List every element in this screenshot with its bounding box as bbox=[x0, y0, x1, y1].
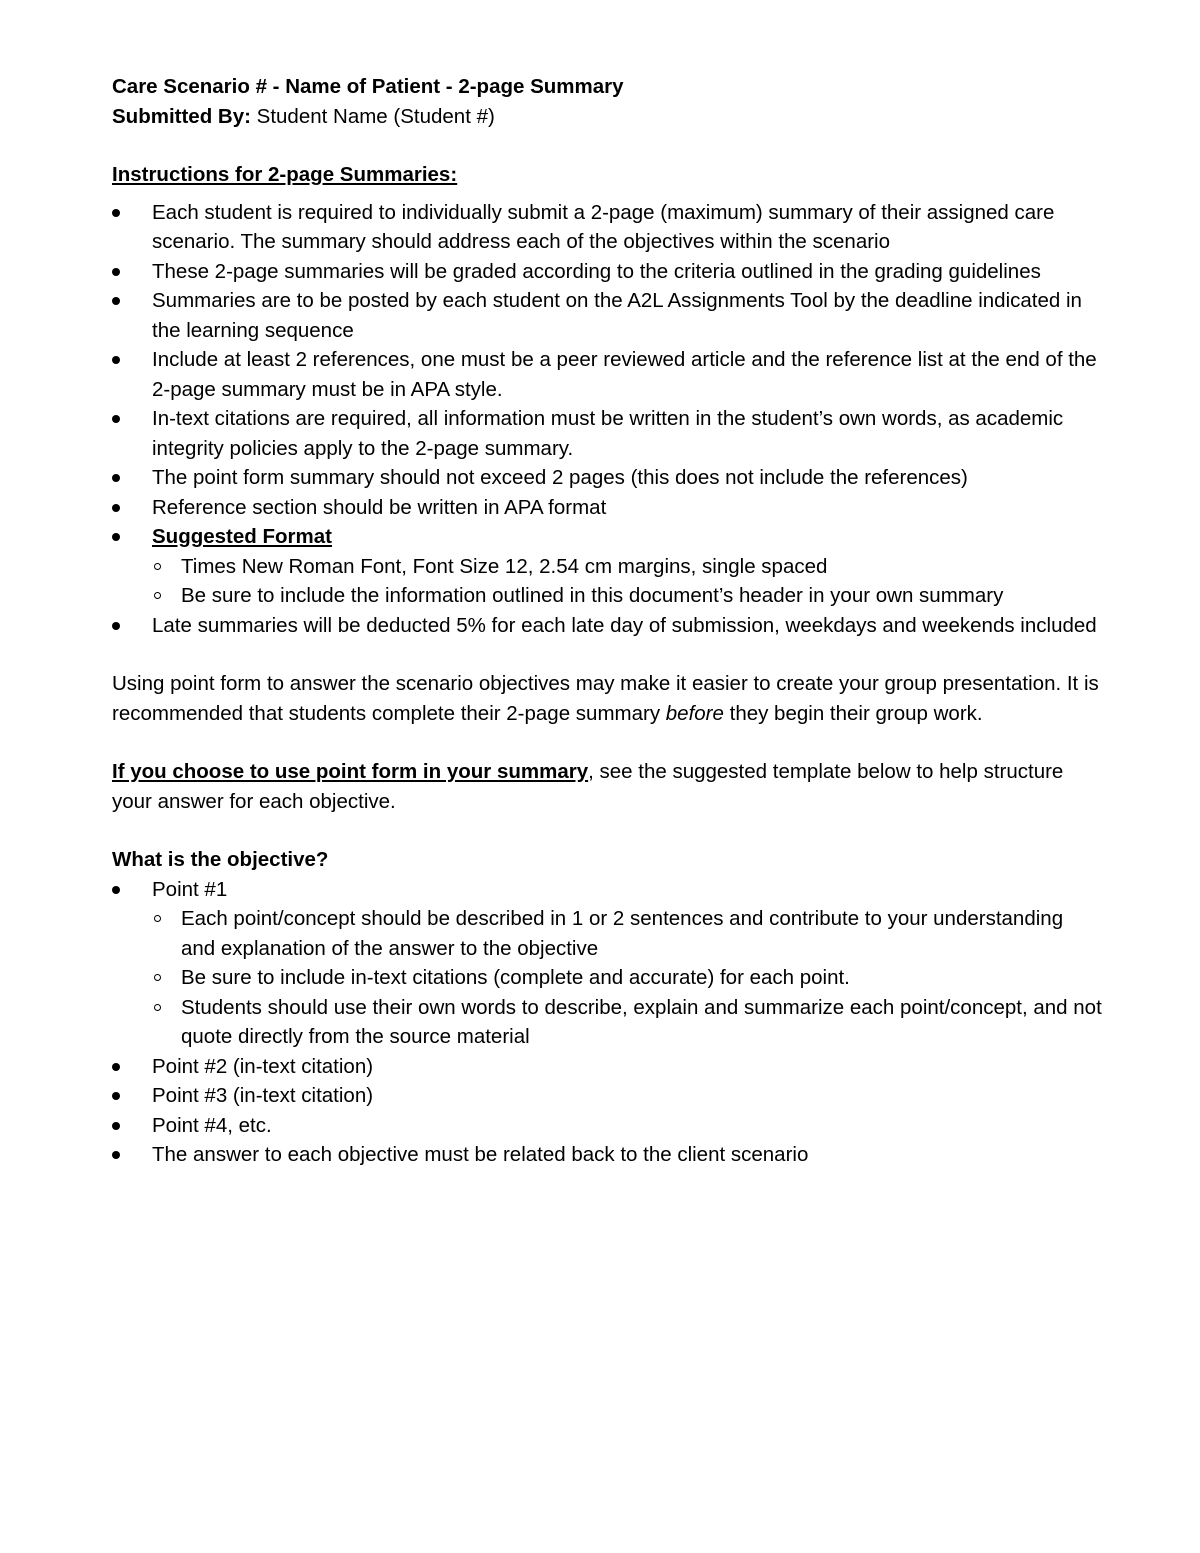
instructions-heading: Instructions for 2-page Summaries: bbox=[112, 163, 458, 186]
bullet-icon bbox=[112, 1122, 120, 1130]
template-point: Point #2 (in-text citation) bbox=[112, 1052, 1102, 1082]
bullet-icon bbox=[112, 297, 120, 305]
circle-bullet-icon bbox=[154, 563, 161, 570]
paragraph-template-intro: If you choose to use point form in your summary, see the suggested template below to help structure your answer for each objective. bbox=[112, 760, 1064, 813]
bullet-icon bbox=[112, 1092, 120, 1100]
circle-bullet-icon bbox=[154, 1004, 161, 1011]
bullet-icon bbox=[112, 533, 120, 541]
template-heading: What is the objective? bbox=[112, 848, 329, 871]
bullet-icon bbox=[112, 474, 120, 482]
template-point: Point #3 (in-text citation) bbox=[112, 1081, 1102, 1111]
suggested-format-heading: Suggested Format bbox=[152, 525, 332, 548]
circle-bullet-icon bbox=[154, 974, 161, 981]
format-subitem: Be sure to include the information outlined in this document’s header in your own summary bbox=[112, 581, 1102, 611]
submitted-by-value: Student Name (Student #) bbox=[250, 104, 495, 128]
instruction-item: Summaries are to be posted by each student on the A2L Assignments Tool by the deadline indicated in the learning sequence bbox=[112, 286, 1102, 345]
paragraph-recommendation: Using point form to answer the scenario objectives may make it easier to create your group presentation. It is recommended that students complete their 2-page summary before they begin their group work. bbox=[112, 672, 1099, 725]
bullet-icon bbox=[112, 356, 120, 364]
template-list bbox=[112, 875, 1102, 1170]
bullet-icon bbox=[112, 886, 120, 894]
template-point: Point #1 bbox=[112, 875, 1102, 905]
instruction-item: Late summaries will be deducted 5% for each late day of submission, weekdays and weekends included bbox=[112, 611, 1102, 641]
template-point: Point #4, etc. bbox=[112, 1111, 1102, 1141]
instruction-item: These 2-page summaries will be graded according to the criteria outlined in the grading guidelines bbox=[112, 257, 1102, 287]
template-subpoint: Be sure to include in-text citations (complete and accurate) for each point. bbox=[112, 963, 1102, 993]
template-subpoint: Each point/concept should be described in 1 or 2 sentences and contribute to your understanding and explanation of the answer to the objective bbox=[112, 904, 1102, 963]
bullet-icon bbox=[112, 415, 120, 423]
suggested-format-item bbox=[112, 522, 1102, 552]
document-title: Care Scenario # - Name of Patient - 2-page Summary bbox=[112, 75, 624, 98]
bullet-icon bbox=[112, 1063, 120, 1071]
instruction-item: Each student is required to individually submit a 2-page (maximum) summary of their assigned care scenario. The summary should address each of the objectives within the scenario bbox=[112, 198, 1102, 257]
instruction-item: The point form summary should not exceed 2 pages (this does not include the references) bbox=[112, 463, 1102, 493]
bullet-icon bbox=[112, 1151, 120, 1159]
bullet-icon bbox=[112, 622, 120, 630]
template-point: The answer to each objective must be related back to the client scenario bbox=[112, 1140, 1102, 1170]
bullet-icon bbox=[112, 504, 120, 512]
submitted-by-line bbox=[112, 102, 1102, 132]
document-page bbox=[112, 72, 1102, 1170]
bullet-icon bbox=[112, 268, 120, 276]
submitted-by-label: Submitted By: bbox=[112, 104, 251, 128]
bullet-icon bbox=[112, 209, 120, 217]
instructions-list bbox=[112, 198, 1102, 641]
circle-bullet-icon bbox=[154, 592, 161, 599]
instruction-item: Include at least 2 references, one must be a peer reviewed article and the reference list at the end of the 2-page summary must be in APA style. bbox=[112, 345, 1102, 404]
circle-bullet-icon bbox=[154, 915, 161, 922]
format-subitem: Times New Roman Font, Font Size 12, 2.54 cm margins, single spaced bbox=[112, 552, 1102, 582]
instruction-item: Reference section should be written in APA format bbox=[112, 493, 1102, 523]
template-subpoint: Students should use their own words to describe, explain and summarize each point/concept, and not quote directly from the source material bbox=[112, 993, 1102, 1052]
instruction-item: In-text citations are required, all information must be written in the student’s own words, as academic integrity policies apply to the 2-page summary. bbox=[112, 404, 1102, 463]
